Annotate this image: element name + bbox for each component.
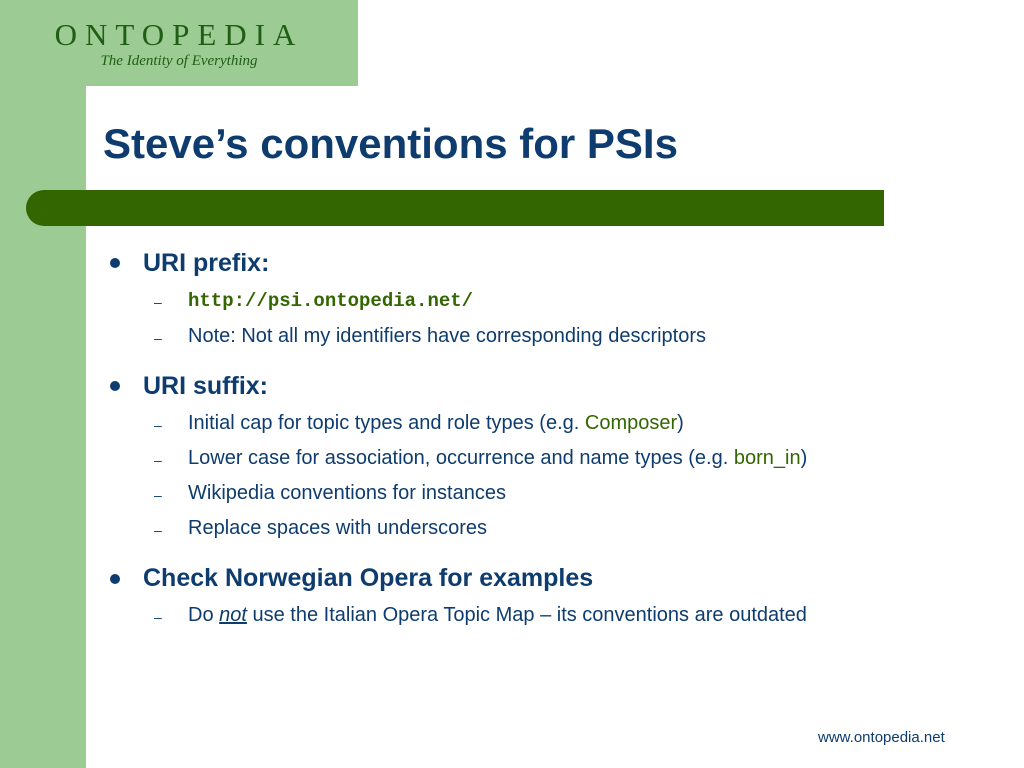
sub-dash: – <box>154 487 162 503</box>
sub-item-lower-case <box>188 446 807 470</box>
sub-dash: – <box>154 522 162 538</box>
bullet-dot <box>110 381 120 391</box>
sub-dash: – <box>154 417 162 433</box>
title-underline-bar <box>26 190 884 226</box>
sub-item-initial-cap <box>188 411 684 435</box>
sub-item-text: ) <box>677 412 684 434</box>
slide-title: Steve’s conventions for PSIs <box>103 120 678 167</box>
bullet-norwegian-opera: Check Norwegian Opera for examples <box>143 564 594 592</box>
sub-dash: – <box>154 609 162 625</box>
prefix-url: http://psi.ontopedia.net/ <box>188 290 474 312</box>
example-born-in: born_in <box>733 447 801 469</box>
sub-item-note: Note: Not all my identifiers have corresponding descriptors <box>188 325 707 347</box>
footer-url: www.ontopedia.net <box>818 729 945 746</box>
sub-item-text: Initial cap for topic types and role types (e.g. <box>188 412 585 434</box>
sub-item-wikipedia: Wikipedia conventions for instances <box>188 482 506 504</box>
brand-tagline: The Identity of Everything <box>100 53 258 69</box>
sub-dash: – <box>154 294 162 310</box>
sub-item-text: Do <box>188 604 220 626</box>
sub-item-underscores: Replace spaces with underscores <box>188 517 488 539</box>
bullet-dot <box>110 258 120 268</box>
example-composer: Composer <box>584 412 678 434</box>
emphasis-not: not <box>219 604 247 626</box>
sub-dash: – <box>154 330 162 346</box>
sub-dash: – <box>154 452 162 468</box>
bullet-uri-suffix: URI suffix: <box>143 372 268 400</box>
sub-item-text: Lower case for association, occurrence and name types (e.g. <box>188 447 734 469</box>
brand-logo: ONTOPEDIA <box>54 17 304 52</box>
bullet-dot <box>110 574 120 584</box>
sub-item-italian-opera <box>188 603 807 627</box>
bullet-uri-prefix: URI prefix: <box>143 249 270 277</box>
sub-item-text: use the Italian Opera Topic Map – its conventions are outdated <box>246 604 807 626</box>
sub-item-text: ) <box>800 447 808 469</box>
sub-item-prefix-url <box>188 288 473 313</box>
left-decor-band <box>0 0 86 768</box>
